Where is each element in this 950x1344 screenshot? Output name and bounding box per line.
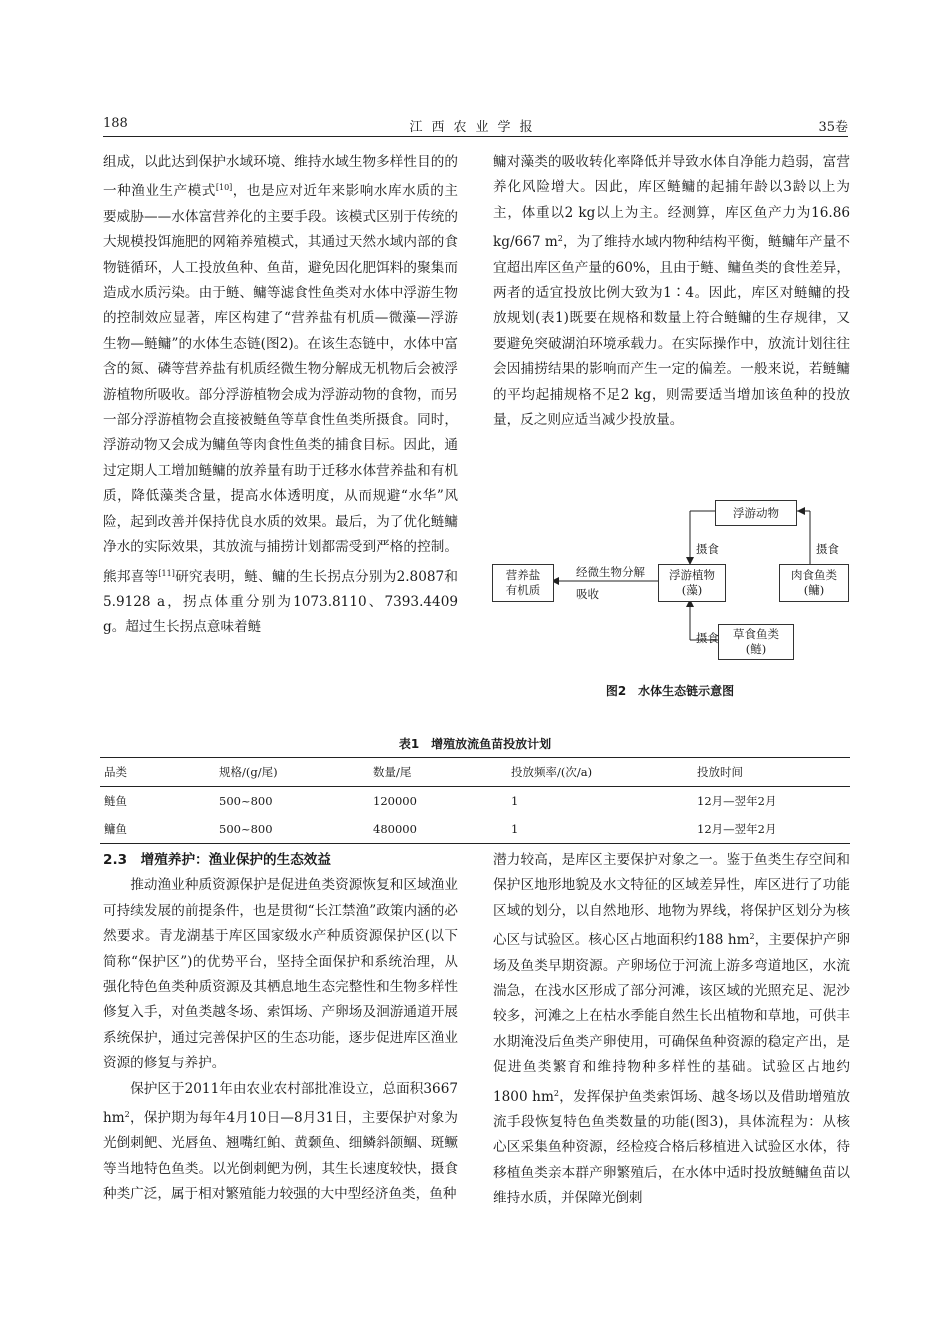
page-number: 188	[103, 116, 128, 131]
label-feed: 摄食	[816, 542, 839, 556]
table-cell: 120000	[373, 794, 417, 808]
column-header: 投放频率/(次/a)	[507, 758, 693, 787]
table-cell: 鳙鱼	[100, 815, 215, 844]
table-cell: 12月—翌年2月	[697, 794, 777, 808]
table-cell: 500~800	[219, 794, 273, 808]
table-cell: 1	[511, 794, 519, 808]
box-zooplankton: 浮游动物	[715, 500, 797, 526]
citation: [10]	[215, 183, 233, 193]
column-header: 规格/(g/尾)	[215, 758, 369, 787]
table-row	[100, 787, 850, 816]
left-column-top	[103, 150, 458, 641]
box-carnivore: 肉食鱼类 (鳙)	[779, 564, 849, 602]
column-header: 品类	[100, 758, 215, 787]
table-cell: 1	[507, 815, 693, 844]
label-decompose: 经微生物分解	[576, 565, 645, 579]
table-cell: 500~800	[215, 815, 369, 844]
right-column-top	[493, 150, 850, 433]
table-caption: 表1 增殖放流鱼苗投放计划	[398, 737, 552, 751]
paragraph: 组成，以此达到保护水域环境、维持水域生物多样性目的的一种渔业生产模式[10]，也是应对近年来影响水库水质的主要威胁——水体富营养化的主要手段。该模式区别于传统的大规模投饵施肥的网箱养殖模式，其通过天然水域内部的食物链循环，人工投放鱼种、鱼苗，避免因化肥饵料的聚集而造成水质污染。由于鲢、鳙等滤食性鱼类对水体中浮游生物的控制效应显著，库区构建了“营养盐有机质—微藻—浮游生物—鲢鳙”的水体生态链(图2)。在该生态链中，水体中富含的氮、磷等营养盐有机质经微生物分解成无机物后会被浮游植物所吸收。部分浮游植物会成为浮游动物的食物，而另一部分浮游植物会直接被鲢鱼等草食性鱼类所摄食。同时，浮游动物又会成为鳙鱼等肉食性鱼类的捕食目标。因此，通过定期人工增加鲢鳙的放养量有助于迁移水体营养盐和有机质，降低藻类含量，提高水体透明度，从而规避“水华”风险，起到改善并保持优良水质的效果。最后，为了优化鲢鳙净水的实际效果，其放流与捕捞计划都需受到严格的控制。熊邦喜等[11]研究表明，鲢、鳙的生长拐点分别为2.8087和5.9128 a，拐点体重分别为1073.8110、7393.4409 g。超过生长拐点意味着鲢	[103, 154, 458, 636]
label-feed: 摄食	[696, 542, 719, 556]
journal-title: 江西农业学报	[409, 120, 542, 135]
label-feed: 摄食	[696, 631, 719, 645]
label-absorb: 吸收	[576, 587, 599, 601]
ecochain-figure	[490, 500, 850, 660]
citation: [11]	[158, 568, 175, 578]
paragraph: 保护区于2011年由农业农村部批准设立，总面积3667 $hm^2$，保护期为每年4月10日—8月31日，主要保护对象为光倒刺鲃、光唇鱼、翘嘴红鲌、黄颡鱼、细鳞斜颌鲴、斑鳜等当地特色鱼类。以光倒刺鲃为例，其生长速度较快，摄食种类广泛，属于相对繁殖能力较强的大中型经济鱼类，鱼种	[103, 1080, 458, 1203]
paragraph: 鳙对藻类的吸收转化率降低并导致水体自净能力趋弱，富营养化风险增大。因此，库区鲢鳙的起捕年龄以3龄以上为主，体重以2 kg以上为主。经测算，库区鱼产力为16.86 kg/667 $m^2$，为了维持水域内物种结构平衡，鲢鳙年产量不宜超出库区鱼产量的60%，且由于鲢、鳙鱼类的食性差异，两者的适宜投放比例大致为1∶4。因此，库区对鲢鳙的投放规划(表1)既要在规格和数量上符合鲢鳙的生存规律，又要避免突破湖泊环境承载力。在实际操作中，放流计划往往会因捕捞结果的影响而产生一定的偏差。一般来说，若鲢鳙的平均起捕规格不足2 kg，则需要适当增加该鱼种的投放量，反之则应适当减少投放量。	[493, 154, 850, 429]
figure-caption: 图2 水体生态链示意图	[605, 684, 735, 698]
table-cell: 480000	[369, 815, 507, 844]
page-header	[103, 114, 848, 137]
box-herbivore: 草食鱼类 (鲢)	[718, 624, 794, 660]
column-header: 投放时间	[693, 758, 850, 787]
table-header-row	[100, 758, 850, 787]
section-heading: 2.3 增殖养护：渔业保护的生态效益	[103, 852, 331, 868]
column-header: 数量/尾	[369, 758, 507, 787]
stocking-table	[100, 757, 850, 844]
paragraph: 潜力较高，是库区主要保护对象之一。鉴于鱼类生存空间和保护区地形地貌及水文特征的区域差异性，库区进行了功能区域的划分，以自然地形、地物为界线，将保护区划分为核心区与试验区。核心区占地面积约188 $hm^2$，主要保护产卵场及鱼类早期资源。产卵场位于河流上游多弯道地区，水流湍急，在浅水区形成了部分河滩，该区域的光照充足、泥沙较多，河滩之上在枯水季能自然生长出植物和草地，可供丰水期淹没后鱼类产卵使用，可确保鱼种资源的稳定产出，是促进鱼类繁育和维持物种多样性的基础。试验区占地约1800 $hm^2$，发挥保护鱼类索饵场、越冬场以及借助增殖放流手段恢复特色鱼类数量的功能(图3)，具体流程为：从核心区采集鱼种资源，经检疫合格后移植进入试验区水体，待移植鱼类亲本群产卵繁殖后，在水体中适时投放鲢鳙鱼苗以维持水质，并保障光倒刺	[493, 852, 851, 1207]
table-cell: 鲢鱼	[104, 794, 127, 808]
table-row	[100, 815, 850, 844]
paragraph: 推动渔业种质资源保护是促进鱼类资源恢复和区域渔业可持续发展的前提条件，也是贯彻“长江禁渔”政策内涵的必然要求。青龙湖基于库区国家级水产种质资源保护区(以下简称“保护区”)的优势平台，坚持全面保护和系统治理，从强化特色鱼类种质资源及其栖息地生态完整性和生物多样性修复入手，对鱼类越冬场、索饵场、产卵场及洄游通道开展系统保护，通过完善保护区的生态功能，逐步促进库区渔业资源的修复与养护。	[103, 877, 458, 1072]
left-column-bottom	[103, 848, 458, 1208]
right-column-bottom	[493, 848, 850, 1212]
box-phytoplankton: 浮游植物 (藻)	[658, 564, 726, 602]
box-nutrient: 营养盐 有机质	[492, 564, 554, 602]
volume-label: 35卷	[818, 120, 848, 135]
table-cell: 12月—翌年2月	[693, 815, 850, 844]
